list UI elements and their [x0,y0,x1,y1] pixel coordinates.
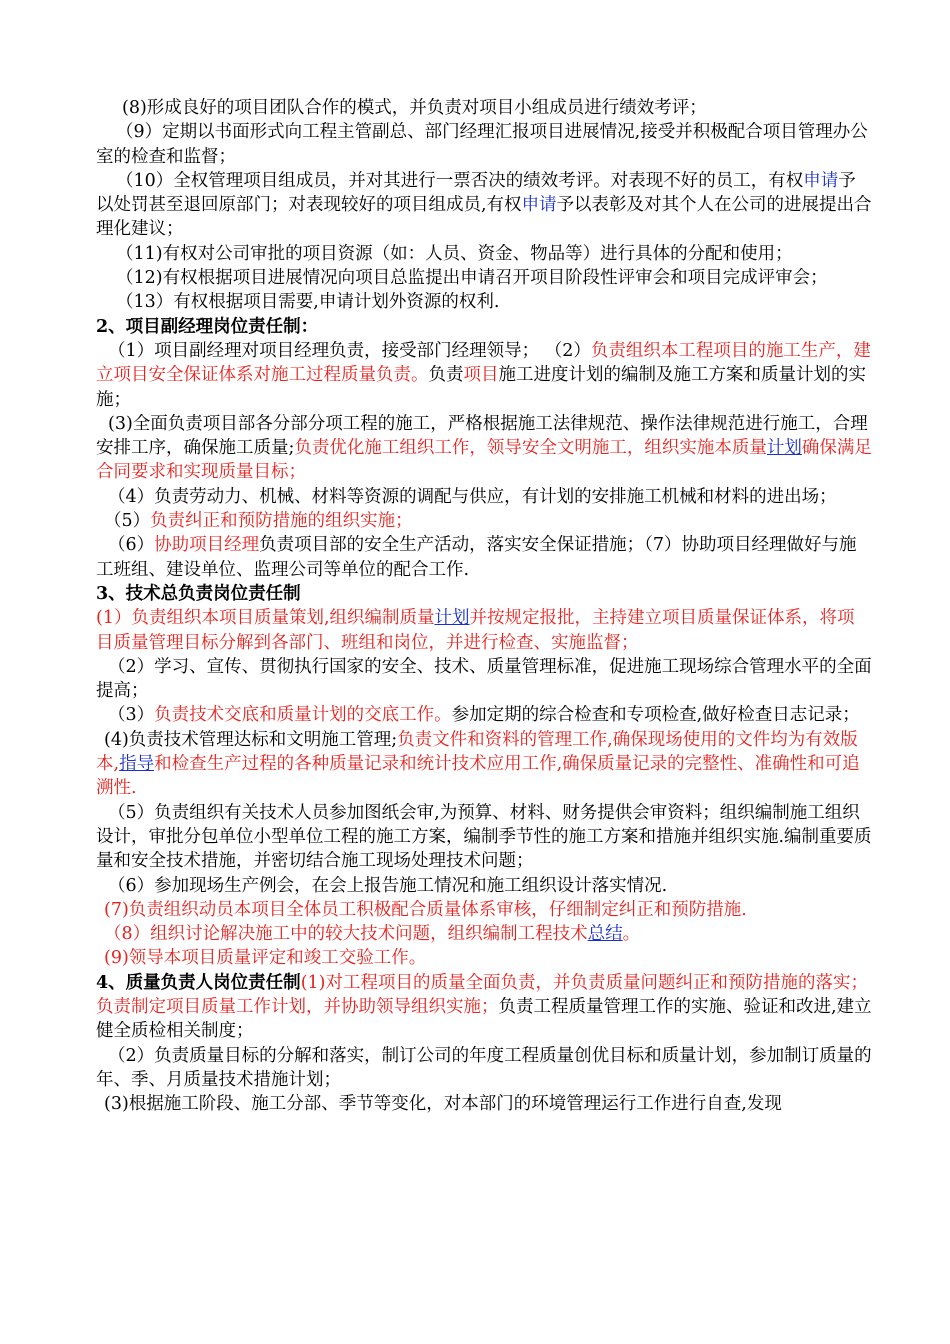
paragraph-tech-1 [96,606,872,655]
text-run: （1）项目副经理对项目经理负责，接受部门经理领导； （2） [108,340,591,361]
paragraph-quality-2: （2）负责质量目标的分解和落实，制订公司的年度工程质量创优目标和质量计划，参加制订质量的年、季、月质量技术措施计划； [96,1045,872,1090]
red-emphasis: (1）负责组织本项目质量策划,组织编制质量 [96,608,435,629]
red-emphasis: 负责纠正和预防措施的组织实施； [150,511,413,532]
red-emphasis: 确保满足合同要求和实现质量目标； [96,438,872,483]
text-run: 参加定期的综合检查和专项检查,做好检查日志记录； [451,705,860,726]
paragraph-deputy-1-2 [96,339,872,412]
paragraph-deputy-3 [96,412,872,485]
red-emphasis: 并按规定报批，主持建立项目质量保证体系，将项目质量管理目标分解到各部门、班组和岗位，并进行检查、实施监督； [96,608,855,653]
paragraph-deputy-4: （4）负责劳动力、机械、材料等资源的调配与供应，有计划的安排施工机械和材料的进出场； [108,486,837,507]
guide-link[interactable]: 指导 [119,754,155,775]
blue-term: 申请 [521,195,557,216]
text-run: （5） [104,511,151,532]
paragraph-tech-5: （5）负责组织有关技术人员参加图纸会审,为预算、材料、财务提供会审资料；组织编制施工组织设计，审批分包单位小型单位工程的施工方案，编制季节性的施工方案和措施并组织实施.编制重要质量和安全技术措施，并密切结合施工现场处理技术问题； [96,802,872,872]
blue-term: 申请 [803,170,839,191]
paragraph-deputy-6-7 [96,533,872,582]
paragraph-item-9: （9）定期以书面形式向工程主管副总、部门经理汇报项目进展情况,接受并积极配合项目管理办公室的检查和监督； [96,122,868,167]
red-emphasis: 和检查生产过程的各种质量记录和统计技术应用工作,确保质量记录的完整性、准确性和可追溯性. [96,754,860,799]
text-run: (3)全面负责项目部各分部分项工程的施工，严格根据施工法律规范、操作法律规范进行施工，合理安排工序，确保施工质量; [96,413,868,459]
paragraph-quality-1 [96,971,872,1044]
red-emphasis: 负责文件和资料的管理工作,确保现场使用的文件均为有效版本, [96,729,858,775]
paragraph-quality-3: (3)根据施工阶段、施工分部、季节等变化，对本部门的环境管理运行工作进行自查,发现 [104,1094,782,1115]
red-emphasis: 负责优化施工组织工作，领导安全文明施工，组织实施本质量 [294,438,767,459]
red-emphasis: 负责技术交底和质量计划的交底工作。 [154,705,452,726]
plan-link[interactable]: 计划 [434,608,470,629]
section-heading-4: 4、质量负责人岗位责任制 [96,972,301,993]
paragraph-tech-9: (9)领导本项目质量评定和竣工交验工作。 [104,948,427,969]
red-emphasis: 负责组织本工程项目的施工生产，建立项目安全保证体系对施工过程质量负责。 [96,340,871,386]
red-emphasis: 项目 [463,365,499,386]
paragraph-tech-3 [96,703,872,727]
paragraph-item-11: （11)有权对公司审批的项目资源（如：人员、资金、物品等）进行具体的分配和使用； [116,243,793,264]
paragraph-item-13: （13）有权根据项目需要,申请计划外资源的权利. [116,292,500,313]
red-emphasis: 。 [622,924,641,945]
paragraph-tech-7: (7)负责组织动员本项目全体员工积极配合质量体系审核，仔细制定纠正和预防措施. [104,899,747,920]
section-heading-2: 2、项目副经理岗位责任制： [96,316,319,337]
text-run: 负责项目部的安全生产活动，落实安全保证措施；（7）协助项目经理做好与施工班组、建设单位、监理公司等单位的配合工作. [96,535,857,580]
paragraph-tech-4 [96,728,872,801]
red-emphasis: （8）组织讨论解决施工中的较大技术问题，组织编制工程技术 [104,924,588,945]
text-run: （3） [108,705,155,726]
red-emphasis: 协助项目经理 [154,535,260,556]
summary-link[interactable]: 总结 [587,924,623,945]
text-run: 予以表彰及对其个人在公司的进展提出合理化建议； [96,195,872,240]
text-run: (4)负责技术管理达标和文明施工管理; [104,729,398,750]
text-run: （10）全权管理项目组成员，并对其进行一票否决的绩效考评。对表现不好的员工，有权 [116,170,804,191]
paragraph-tech-8 [96,922,872,946]
text-run: 负责工程质量管理工作的实施、验证和改进,建立健全质检相关制度； [96,996,872,1042]
paragraph-item-10 [96,169,872,242]
paragraph-item-8: (8)形成良好的项目团队合作的模式，并负责对项目小组成员进行绩效考评； [122,98,707,118]
text-run: 施工进度计划的编制及施工方案和质量计划的实施； [96,365,866,410]
plan-link[interactable]: 计划 [766,438,802,459]
document-page [96,96,872,1116]
paragraph-tech-2: （2）学习、宣传、贯彻执行国家的安全、技术、质量管理标准，促进施工现场综合管理水平的全面提高； [96,656,872,702]
paragraph-deputy-5 [96,509,872,533]
text-run: 负责 [428,365,464,386]
text-run: 予以处罚甚至退回原部门；对表现较好的项目组成员,有权 [96,170,856,216]
red-emphasis: (1)对工程项目的质量全面负责，并负责质量问题纠正和预防措施的落实；负责制定项目质量工作计划，并协助领导组织实施； [96,972,868,1017]
section-heading-3: 3、技术总负责岗位责任制 [96,583,301,604]
text-run: （6） [108,535,155,556]
paragraph-tech-6: （6）参加现场生产例会，在会上报告施工情况和施工组织设计落实情况. [108,875,668,896]
paragraph-item-12: （12)有权根据项目进展情况向项目总监提出申请召开项目阶段性评审会和项目完成评审会； [116,268,828,289]
